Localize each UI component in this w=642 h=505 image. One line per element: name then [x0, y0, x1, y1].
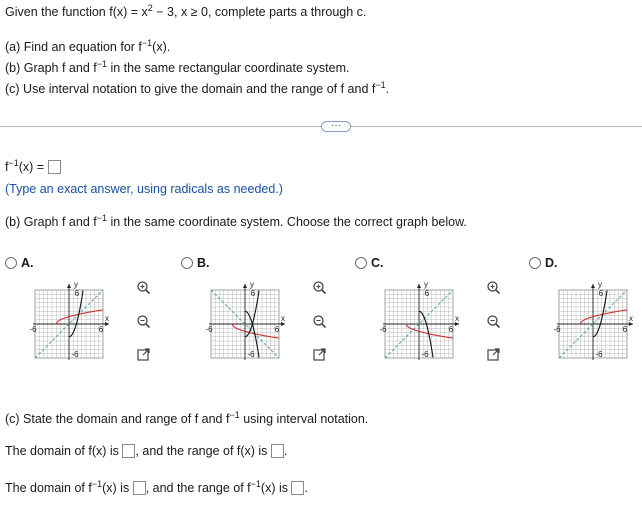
inverse-answer-box[interactable] [48, 160, 61, 174]
question-part-c: (c) Use interval notation to give the domain and the range of f and $f^{-1}$. [5, 79, 390, 96]
option-graph-c[interactable] [371, 276, 471, 376]
domain-f-box[interactable] [122, 444, 135, 458]
tick-label-x-neg: -6 [29, 325, 37, 334]
axis-label-x: x [629, 314, 633, 323]
tick-label-y-pos: 6 [598, 289, 604, 298]
tick-label-x-pos: 6 [274, 325, 280, 334]
option-radio-c[interactable] [355, 257, 367, 269]
option-label-b: B. [197, 256, 210, 270]
question-part-b: (b) Graph f and $f^{-1}$ in the same rectangular coordinate system. [5, 58, 350, 75]
domain-finv-box[interactable] [133, 481, 146, 495]
inverse-equation: $f^{-1}(x)$ = [5, 160, 61, 174]
zoom-in-icon[interactable] [136, 280, 150, 294]
axis-label-x: x [281, 314, 285, 323]
option-label-c: C. [371, 256, 384, 270]
part-b-prompt: (b) Graph f and $f^{-1}$ in the same coordinate system. Choose the correct graph below. [5, 212, 467, 229]
option-radio-b[interactable] [181, 257, 193, 269]
tick-label-y-neg: -6 [71, 350, 79, 359]
axis-label-y: y [74, 280, 78, 289]
popout-icon[interactable] [136, 347, 150, 361]
option-label-d: D. [545, 256, 558, 270]
answer-hint: (Type an exact answer, using radicals as needed.) [5, 182, 283, 196]
y-axis-arrow [417, 284, 421, 288]
option-graph-b[interactable] [197, 276, 297, 376]
tick-label-x-neg: -6 [553, 325, 561, 334]
tick-label-y-pos: 6 [74, 289, 80, 298]
zoom-out-icon[interactable] [312, 314, 326, 328]
tick-label-y-neg: -6 [247, 350, 255, 359]
option-graph-a[interactable] [21, 276, 121, 376]
expand-button[interactable]: ··· [321, 121, 351, 132]
tick-label-y-pos: 6 [424, 289, 430, 298]
axis-label-x: x [105, 314, 109, 323]
domain-range-finv-line: The domain of $f^{-1}(x)$ is , and the range of $f^{-1}(x)$ is . [5, 478, 308, 495]
question-part-a: (a) Find an equation for $f^{-1}(x)$. [5, 37, 171, 54]
y-axis-arrow [67, 284, 71, 288]
axis-label-y: y [598, 280, 602, 289]
y-axis-arrow [591, 284, 595, 288]
option-radio-d[interactable] [529, 257, 541, 269]
domain-range-f-line: The domain of f(x) is , and the range of f(x) is . [5, 444, 288, 458]
tick-label-x-pos: 6 [622, 325, 628, 334]
zoom-in-icon[interactable] [312, 280, 326, 294]
tick-label-y-neg: -6 [595, 350, 603, 359]
tick-label-x-neg: -6 [205, 325, 213, 334]
axis-label-y: y [424, 280, 428, 289]
part-c-prompt: (c) State the domain and range of f and $f^{-1}$ using interval notation. [5, 409, 369, 426]
tick-label-x-pos: 6 [98, 325, 104, 334]
popout-icon[interactable] [486, 347, 500, 361]
option-graph-d[interactable] [545, 276, 642, 376]
tick-label-x-pos: 6 [448, 325, 454, 334]
range-finv-box[interactable] [291, 481, 304, 495]
range-f-box[interactable] [271, 444, 284, 458]
zoom-out-icon[interactable] [486, 314, 500, 328]
tick-label-y-neg: -6 [421, 350, 429, 359]
axis-label-y: y [250, 280, 254, 289]
zoom-in-icon[interactable] [486, 280, 500, 294]
tick-label-y-pos: 6 [250, 289, 256, 298]
y-axis-arrow [243, 284, 247, 288]
question-intro: Given the function $f(x) = x^2 - 3$, x ≥ 0, complete parts a through c. [5, 2, 367, 19]
axis-label-x: x [455, 314, 459, 323]
option-radio-a[interactable] [5, 257, 17, 269]
popout-icon[interactable] [312, 347, 326, 361]
zoom-out-icon[interactable] [136, 314, 150, 328]
option-label-a: A. [21, 256, 34, 270]
tick-label-x-neg: -6 [379, 325, 387, 334]
